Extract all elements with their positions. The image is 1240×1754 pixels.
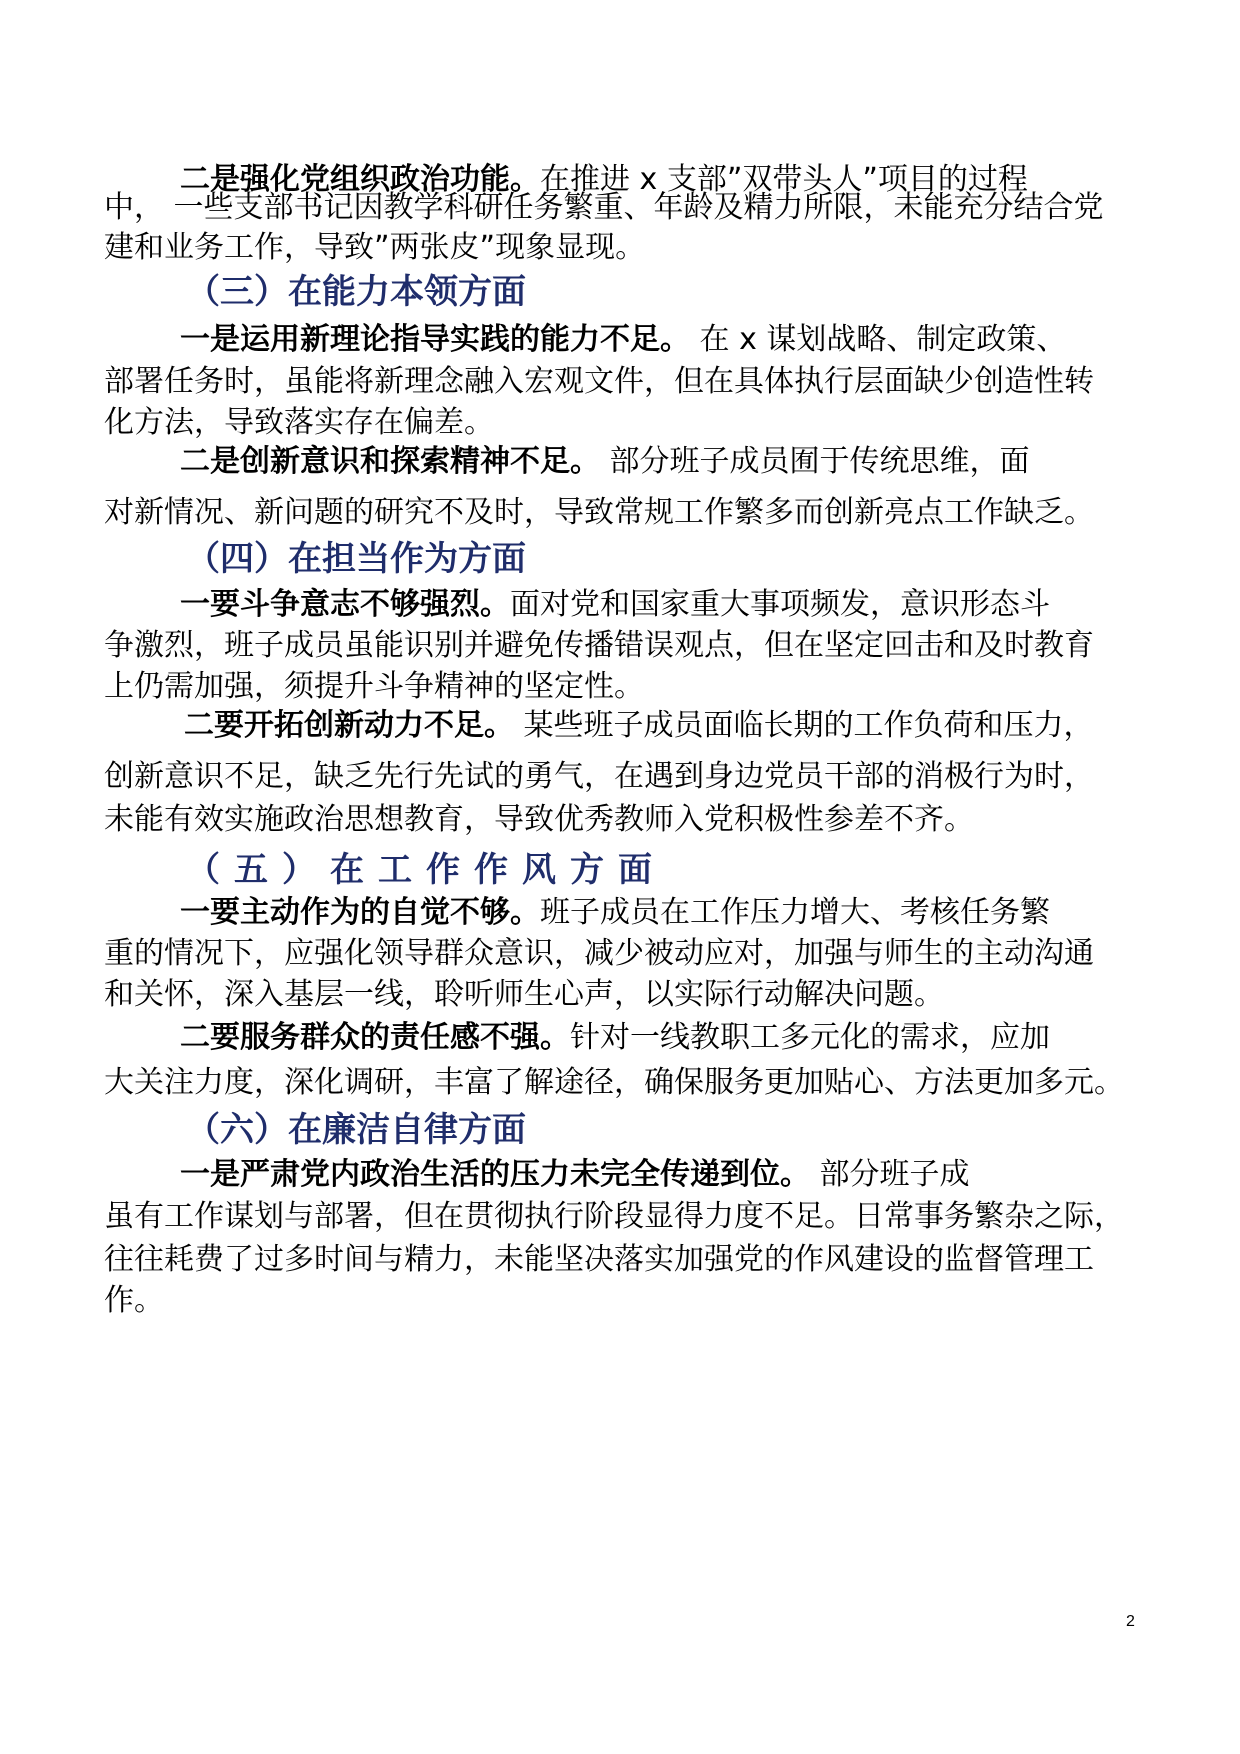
text-line: 一是严肃党内政治生活的压力未完全传递到位。 部分班子成 xyxy=(180,1157,970,1192)
section-heading: （三）在能力本领方面 xyxy=(186,272,526,312)
text-line: 二是创新意识和探索精神不足。 部分班子成员囿于传统思维，面 xyxy=(180,444,1030,479)
text-line: 一要主动作为的自觉不够。班子成员在工作压力增大、考核任务繁 xyxy=(180,895,1050,930)
section-heading: （五）在工作作风方面 xyxy=(186,850,666,890)
text-line: 重的情况下，应强化领导群众意识，减少被动应对，加强与师生的主动沟通 xyxy=(104,936,1094,971)
text-line: 二要开拓创新动力不足。 某些班子成员面临长期的工作负荷和压力， xyxy=(184,708,1094,743)
text-line: 虽有工作谋划与部署，但在贯彻执行阶段显得力度不足。日常事务繁杂之际， xyxy=(104,1199,1124,1234)
text-line: 部署任务时，虽能将新理念融入宏观文件，但在具体执行层面缺少创造性转 xyxy=(104,364,1094,399)
text-line: 争激烈，班子成员虽能识别并避免传播错误观点，但在坚定回击和及时教育 xyxy=(104,628,1094,663)
text-line: 作。 xyxy=(104,1283,164,1318)
text-line: 上仍需加强，须提升斗争精神的坚定性。 xyxy=(104,669,644,704)
section-heading: （四）在担当作为方面 xyxy=(186,539,526,579)
text-line: 化方法，导致落实存在偏差。 xyxy=(104,405,494,440)
text-line: 建和业务工作，导致”两张皮”现象显现。 xyxy=(104,230,646,265)
text-line: 二要服务群众的责任感不强。针对一线教职工多元化的需求，应加 xyxy=(180,1020,1050,1055)
page-number: 2 xyxy=(1126,1613,1135,1630)
text-line: 大关注力度，深化调研，丰富了解途径，确保服务更加贴心、方法更加多元。 xyxy=(104,1065,1124,1100)
text-line: 二是强化党组织政治功能。在推进 x 支部”双带头人”项目的过程 xyxy=(180,162,1028,197)
text-line: 和关怀，深入基层一线，聆听师生心声，以实际行动解决问题。 xyxy=(104,977,944,1012)
text-line: 一要斗争意志不够强烈。面对党和国家重大事项频发，意识形态斗 xyxy=(180,587,1050,622)
text-line: 一是运用新理论指导实践的能力不足。 在 x 谋划战略、制定政策、 xyxy=(180,322,1067,357)
text-line: 对新情况、新问题的研究不及时，导致常规工作繁多而创新亮点工作缺乏。 xyxy=(104,495,1094,530)
section-heading: （六）在廉洁自律方面 xyxy=(186,1110,526,1150)
text-line: 中， 一些支部书记因教学科研任务繁重、年龄及精力所限，未能充分结合党 xyxy=(104,190,1104,225)
text-line: 创新意识不足，缺乏先行先试的勇气，在遇到身边党员干部的消极行为时， xyxy=(104,759,1094,794)
text-line: 未能有效实施政治思想教育，导致优秀教师入党积极性参差不齐。 xyxy=(104,802,974,837)
text-line: 往往耗费了过多时间与精力，未能坚决落实加强党的作风建设的监督管理工 xyxy=(104,1242,1094,1277)
